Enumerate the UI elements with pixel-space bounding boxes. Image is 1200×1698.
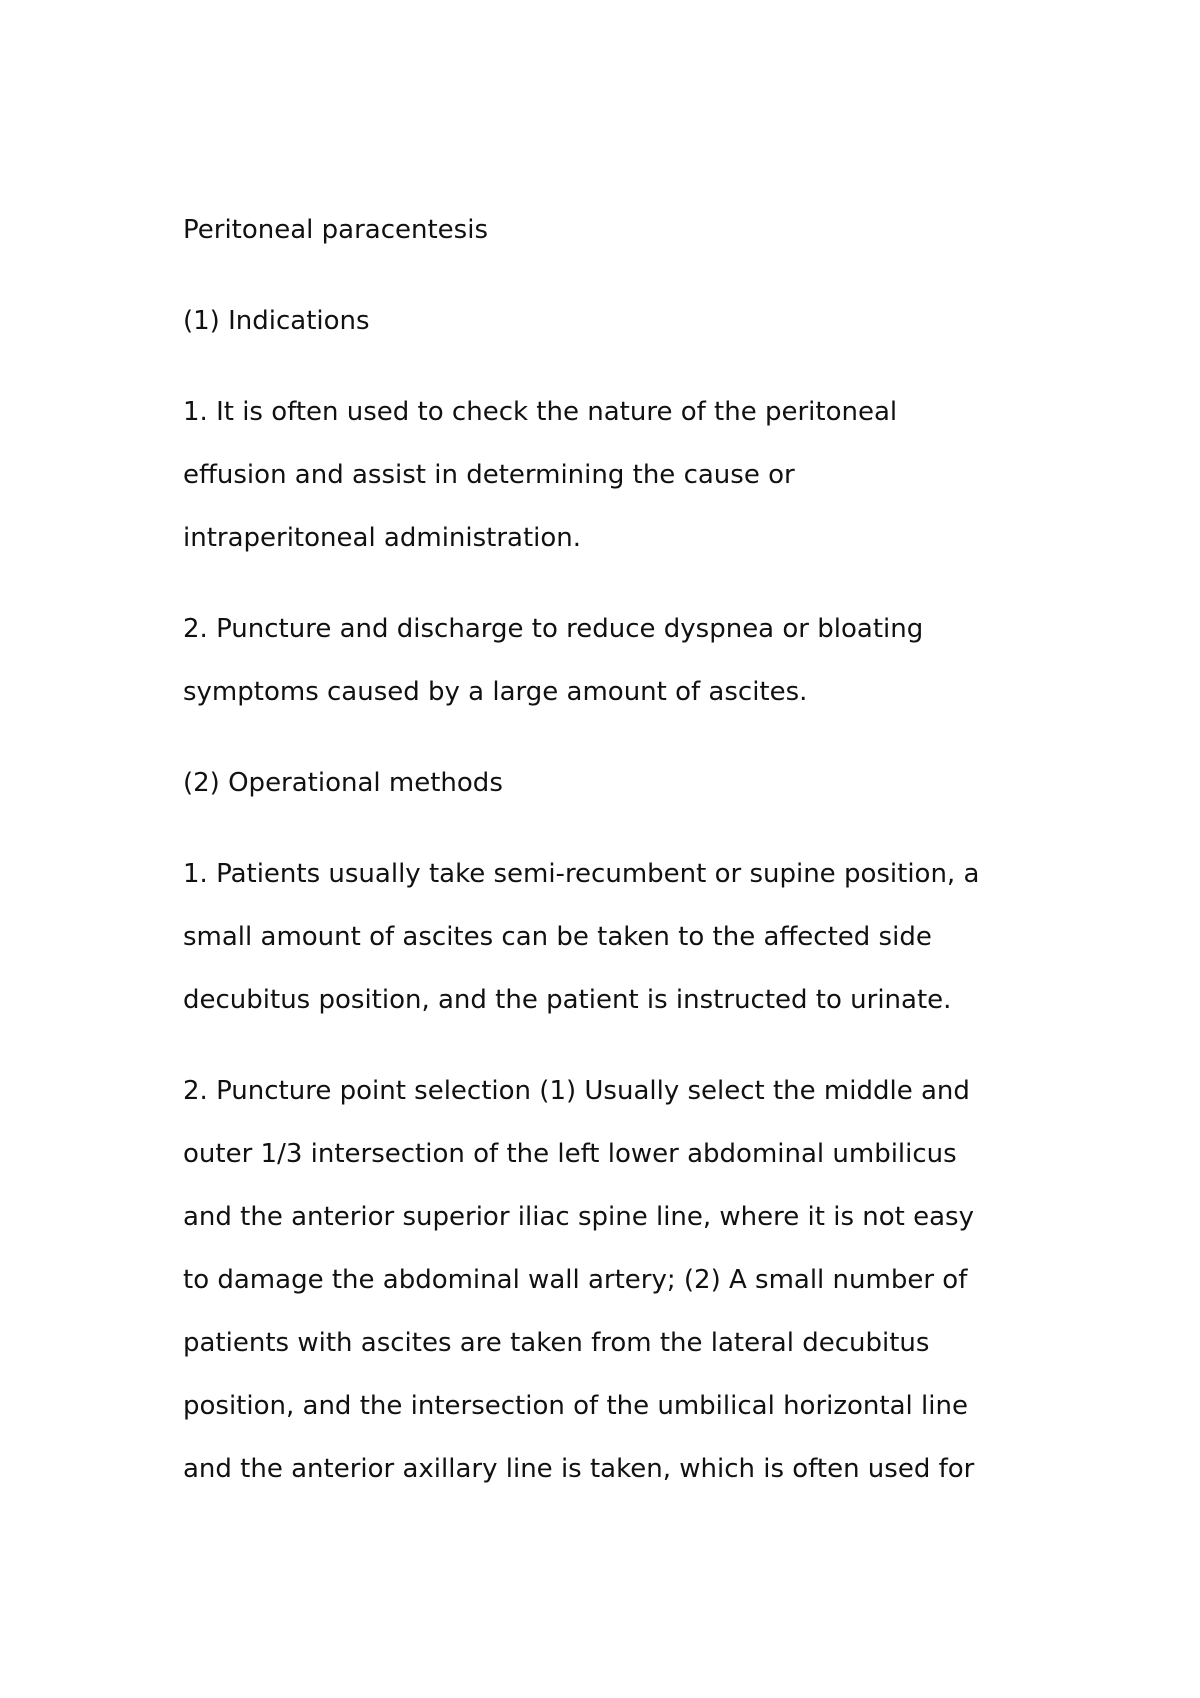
text-line: outer 1/3 intersection of the left lower abdominal umbilicus — [183, 1139, 957, 1169]
text-line: and the anterior superior iliac spine line, where it is not easy — [183, 1202, 974, 1232]
title-line: Peritoneal paracentesis — [183, 215, 488, 245]
text-line: decubitus position, and the patient is instructed to urinate. — [183, 985, 952, 1015]
text-line: to damage the abdominal wall artery; (2) A small number of — [183, 1265, 968, 1295]
heading-line: (1) Indications — [183, 306, 370, 336]
text-line: and the anterior axillary line is taken, which is often used for — [183, 1454, 975, 1484]
text-line: 1. It is often used to check the nature of the peritoneal — [183, 397, 898, 427]
text-line: patients with ascites are taken from the lateral decubitus — [183, 1328, 930, 1358]
method-item-2 — [183, 1060, 1063, 1501]
method-item-1 — [183, 843, 1063, 1032]
text-line: small amount of ascites can be taken to the affected side — [183, 922, 932, 952]
section-heading-methods — [183, 752, 1063, 815]
text-line: position, and the intersection of the umbilical horizontal line — [183, 1391, 968, 1421]
text-line: effusion and assist in determining the cause or — [183, 460, 795, 490]
document-title — [183, 199, 1063, 262]
indication-item-2 — [183, 598, 1063, 724]
text-line: 2. Puncture and discharge to reduce dyspnea or bloating — [183, 614, 924, 644]
heading-line: (2) Operational methods — [183, 768, 503, 798]
text-line: intraperitoneal administration. — [183, 523, 582, 553]
text-line: 2. Puncture point selection (1) Usually select the middle and — [183, 1076, 970, 1106]
section-heading-indications — [183, 290, 1063, 353]
document-body — [183, 199, 1063, 1529]
text-line: 1. Patients usually take semi-recumbent or supine position, a — [183, 859, 980, 889]
text-line: symptoms caused by a large amount of ascites. — [183, 677, 808, 707]
indication-item-1 — [183, 381, 1063, 570]
